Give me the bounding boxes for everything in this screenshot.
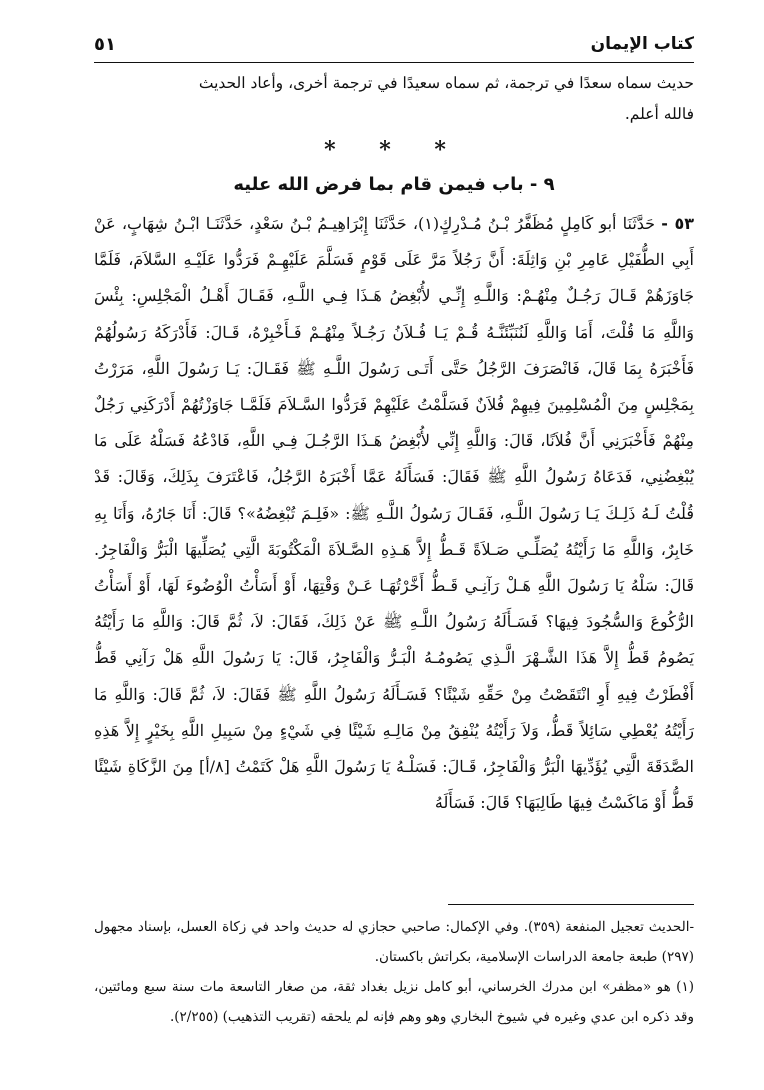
footnotes <box>94 912 694 1032</box>
section-divider-stars: * * * <box>324 137 464 163</box>
intro-line-2: فالله أعلم. <box>624 104 694 123</box>
footnote-continued: -الحديث تعجيل المنفعة (٣٥٩). وفي الإكمال: صاحبي حجازي له حديث واحد في زكاة العسل، بإسناد مجهول (٢٩٧) طبعة جامعة الدراسات الإسلامية، بكراتش باكستان. <box>94 919 695 965</box>
header-rule <box>94 62 694 63</box>
footnote-1: (١) هو «مظفر» ابن مدرك الخرساني، أبو كامل نزيل بغداد ثقة، من صغار التاسعة مات سنة سبع ومائتين، وقد ذكره ابن عدي وغيره في شيوخ البخاري وهو وهم فإنه لم يلحقه (تقريب التذهيب) (٢/٢٥٥). <box>94 979 694 1025</box>
page-number: ٥١ <box>94 34 116 55</box>
footnote-rule <box>448 904 694 905</box>
running-title: كتاب الإيمان <box>590 34 694 54</box>
hadith-number: ٥٣ - <box>661 214 695 233</box>
intro-line-1: حديث سماه سعدًا في ترجمة، ثم سماه سعيدًا في ترجمة أخرى، وأعاد الحديث <box>198 74 694 92</box>
hadith-paragraph <box>94 206 694 821</box>
page-body <box>94 68 694 821</box>
hadith-text: حَدَّثَنَا أبو كَامِلٍ مُظَفَّرُ بْـنُ مُـدْرِكٍ(١)، حَدَّثَنَا إِبْرَاهِيـمُ بْـنُ سَعْدٍ، حَدَّثَنَـا ابْـنُ شِهَابٍ، عَنْ أَبِي الطُّفَيْلِ عَامِرِ بْنِ وَاثِلَةَ: أَنَّ رَجُلاً مَرَّ عَلَى قَوْمٍ فَسَلَّمَ عَلَيْهِـمْ فَرَدُّوا عَلَيْـهِ السَّلاَمَ، فَلَمَّا جَاوَزَهُمْ قَـالَ رَجُـلٌ مِنْهُـمْ: وَاللَّـهِ إِنِّـي لأُبْغِضُ هَـذَا فِـي اللَّـهِ، فَقَـالَ أَهْـلُ الْمَجْلِسِ: بِئْسَ وَاللَّهِ مَا قُلْتَ، أَمَا وَاللَّهِ لَنُنَبِّئَنَّـهُ قُـمْ يَـا فُـلاَنُ رَجُـلاً مِنْهُـمْ فَـأَخْبِرْهُ، قَـالَ: فَأَدْرَكَهُ رَسُولُهُمْ فَأَخْبَرَهُ بِمَا قَالَ، فَانْصَرَفَ الرَّجُلُ حَتَّى أَتَـى رَسُولَ اللَّـهِ ﷺ فَقَـالَ: يَـا رَسُولَ اللَّهِ، مَرَرْتُ بِمَجْلِسٍ مِنَ الْمُسْلِمِينَ فِيهِمْ فُلاَنٌ فَسَلَّمْتُ عَلَيْهِمْ فَرَدُّوا السَّـلاَمَ فَلَمَّـا جَاوَزْتُهُمْ أَدْرَكَنِي رَجُلٌ مِنْهُمْ فَأَخْبَرَنِي أَنَّ فُلاَنًا، قَالَ: وَاللَّهِ إِنِّي لأُبْغِضُ هَـذَا الرَّجُـلَ فِـي اللَّهِ، فَادْعُهُ فَسَلْهُ عَلَى مَا يُبْغِضُنِي، فَدَعَاهُ رَسُولُ اللَّهِ ﷺ فَقَالَ: فَسَأَلَهُ عَمَّا أَخْبَرَهُ الرَّجُلُ، فَاعْتَرَفَ بِذَلِكَ، وَقَالَ: قَدْ قُلْتُ لَـهُ ذَلِـكَ يَـا رَسُولَ اللَّـهِ، فَقَـالَ رَسُولُ اللَّـهِ ﷺ: «فَلِـمَ تُبْغِضُهُ»؟ قَالَ: أَنَا جَارُهُ، وَأَنَا بِهِ خَابِرٌ، وَاللَّهِ مَا رَأَيْتُهُ يُصَلِّـي صَـلاَةً قَـطُّ إِلاَّ هَـذِهِ الصَّـلاَةَ الْمَكْتُوبَةَ الَّتِي يُصَلِّيهَا الْبَرُّ وَالْفَاجِرُ. قَالَ: سَلْهُ يَا رَسُولَ اللَّهِ هَـلْ رَآنِـي قَـطُّ أَخَّرْتُهَـا عَـنْ وَقْتِهَا، أَوْ أَسَأْتُ الْوُضُوءَ لَهَا، أَوْ أَسَأْتُ الرُّكُوعَ وَالسُّجُودَ فِيهَا؟ فَسَـأَلَهُ رَسُولُ اللَّـهِ ﷺ عَنْ ذَلِكَ، فَقَالَ: لاَ، ثُمَّ قَالَ: وَاللَّهِ مَا رَأَيْتُهُ يَصُومُ قَطُّ إِلاَّ هَذَا الشَّـهْرَ الَّـذِي يَصُومُـهُ الْبَـرُّ وَالْفَاجِرُ، قَالَ: يَا رَسُولَ اللَّهِ هَلْ رَآنِي قَطُّ أَفْطَرْتُ فِيهِ أَوِ انْتَقَصْتُ مِنْ حَقِّهِ شَيْئًا؟ فَسَـأَلَهُ رَسُولُ اللَّهِ ﷺ فَقَالَ: لاَ، ثُمَّ قَالَ: وَاللَّهِ مَا رَأَيْتُهُ يُعْطِي سَائِلاً قَطُّ، وَلاَ رَأَيْتُهُ يُنْفِقُ مِنْ مَالِـهِ شَيْئًا فِي شَيْءٍ مِنْ سَبِيلِ اللَّهِ بِخَيْرٍ إِلاَّ هَذِهِ الصَّدَقَةَ الَّتِي يُؤَدِّيهَا الْبَرُّ وَالْفَاجِرُ، قَـالَ: فَسَلْـهُ يَا رَسُولَ اللَّهِ هَلْ كَتَمْتُ [٨/أ] مِنَ الزَّكَاةِ شَيْئًا قَطُّ أَوْ مَاكَسْتُ فِيهَا طَالِبَهَا؟ قَالَ: فَسَأَلَهُ <box>94 214 695 813</box>
chapter-title: ٩ - باب فيمن قام بما فرض الله عليه <box>233 173 555 195</box>
page-header <box>94 34 694 64</box>
